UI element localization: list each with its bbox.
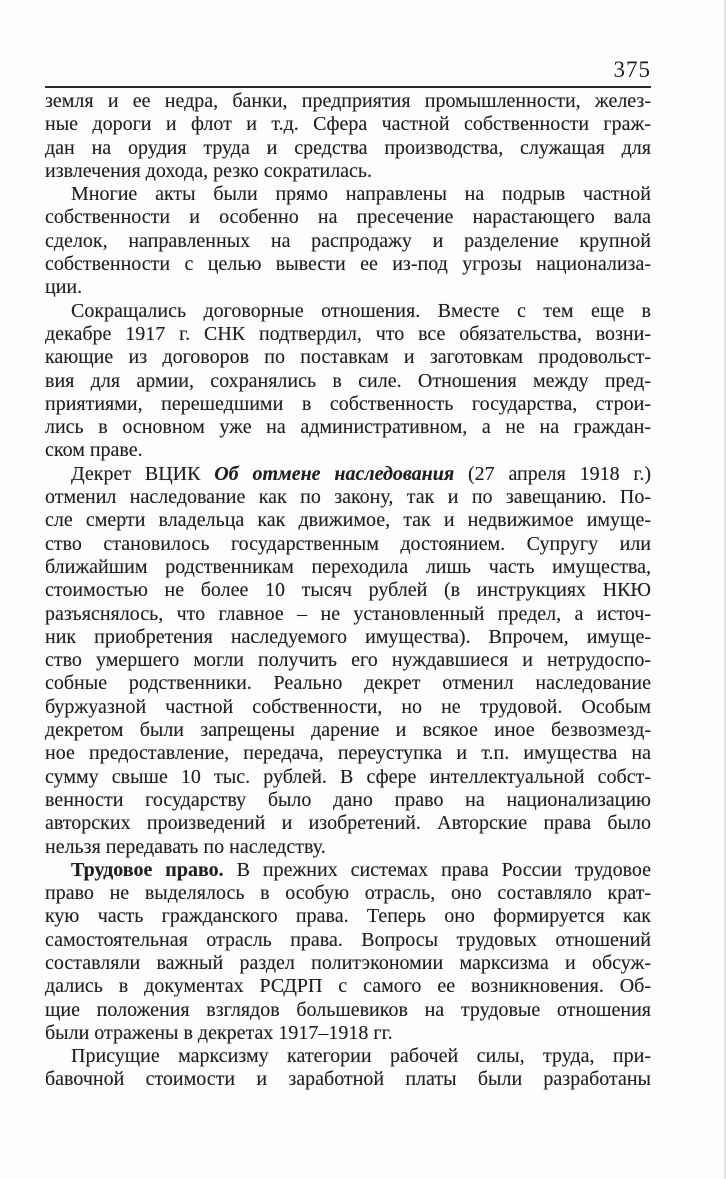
- text-line: [45, 370, 651, 393]
- text-segment: сделок, направленных на распродажу и разделение крупной: [45, 229, 651, 252]
- text-line: [45, 346, 651, 369]
- text-segment: земля и ее недра, банки, предприятия промышленности, желез-: [45, 90, 651, 112]
- text-line: [45, 183, 651, 206]
- text-line: [45, 766, 651, 789]
- text-line: [45, 323, 651, 346]
- text-segment: дан на орудия труда и средства производства, служащая для: [45, 136, 651, 159]
- text-segment: кую часть гражданского права. Теперь оно формируется как: [45, 905, 651, 928]
- text-segment: щие положения взглядов большевиков на трудовые отношения: [45, 998, 651, 1021]
- text-line: [45, 509, 651, 532]
- text-segment: ции.: [45, 276, 83, 299]
- text-line: [45, 696, 651, 719]
- text-line: [45, 603, 651, 626]
- text-line: [45, 253, 651, 276]
- text-line: [45, 439, 651, 462]
- text-segment: были отражены в декретах 1917–1918 гг.: [45, 1021, 393, 1044]
- text-segment: декретом были запрещены дарение и всякое иное безвозмезд-: [45, 719, 651, 742]
- text-segment: право не выделялось в особую отрасль, оно составляло крат-: [45, 882, 651, 905]
- text-segment: собные родственники. Реально декрет отменил наследование: [45, 672, 651, 695]
- paragraph: [45, 300, 651, 463]
- text-segment: Многие акты были прямо направлены на подрыв частной: [71, 183, 651, 206]
- text-line: [45, 1068, 651, 1091]
- text-segment: извлечения дохода, резко сократилась.: [45, 159, 373, 182]
- paragraph: [45, 183, 651, 299]
- text-line: [45, 533, 651, 556]
- text-line: [45, 416, 651, 439]
- text-line: [45, 672, 651, 695]
- paragraph: [45, 859, 651, 1045]
- text-line: [45, 859, 651, 882]
- text-segment: Сокращались договорные отношения. Вместе с тем еще в: [71, 299, 651, 322]
- paragraph: [45, 463, 651, 859]
- paragraph: [45, 1045, 651, 1092]
- text-line: [45, 230, 651, 253]
- text-segment: Присущие марксизму категории рабочей силы, труда, при-: [71, 1045, 651, 1068]
- page-number: 375: [613, 57, 651, 82]
- text-segment: самостоятельная отрасль права. Вопросы трудовых отношений: [45, 928, 651, 951]
- text-segment: сле смерти владельца как движимое, так и недвижимое имуще-: [45, 509, 651, 532]
- text-line: [45, 999, 651, 1022]
- text-line: [45, 789, 651, 812]
- text-segment: бавочной стоимости и заработной платы были разработаны: [45, 1068, 651, 1091]
- text-line: [45, 812, 651, 835]
- text-line: [45, 649, 651, 672]
- text-line: [45, 742, 651, 765]
- text-line: [45, 882, 651, 905]
- emphasized-text: Об отмене наследования: [214, 462, 455, 485]
- text-segment: составляли важный раздел политэкономии марксизма и обсуж-: [45, 951, 651, 974]
- text-line: [45, 905, 651, 928]
- text-segment: авторских произведений и изобретений. Авторские права было: [45, 812, 651, 835]
- body-text: [45, 90, 651, 1092]
- paragraph: [45, 90, 651, 183]
- text-segment: отменил наследование как по закону, так и по завещанию. По-: [45, 486, 651, 509]
- header-rule: [45, 86, 651, 88]
- text-line: [45, 626, 651, 649]
- emphasized-text: Трудовое право.: [71, 858, 224, 881]
- text-segment: разъяснялось, что главное – не установленный предел, а источ-: [45, 602, 651, 625]
- text-segment: ство умершего могли получить его нуждавшиеся и нетрудоспо-: [45, 649, 651, 672]
- text-line: [45, 579, 651, 602]
- text-segment: В прежних системах права России трудовое: [223, 858, 651, 881]
- text-segment: буржуазной частной собственности, но не трудовой. Особым: [45, 695, 651, 718]
- text-line: [45, 556, 651, 579]
- text-segment: лись в основном уже на административном, а не на граждан-: [45, 416, 651, 439]
- text-segment: собственности с целью вывести ее из-под угрозы национализа-: [45, 253, 651, 276]
- text-line: [45, 113, 651, 136]
- text-line: [45, 300, 651, 323]
- text-segment: собственности и особенно на пресечение нарастающего вала: [45, 206, 651, 229]
- page-content: [45, 0, 651, 1092]
- text-segment: ные дороги и флот и т.д. Сфера частной собственности граж-: [45, 113, 651, 136]
- text-segment: дались в документах РСДРП с самого ее возникновения. Об-: [45, 975, 651, 998]
- text-segment: вия для армии, сохранялись в силе. Отношения между пред-: [45, 369, 651, 392]
- text-line: [45, 929, 651, 952]
- text-line: [45, 90, 651, 113]
- text-line: [45, 137, 651, 160]
- text-segment: ство становилось государственным достоянием. Супругу или: [45, 532, 651, 555]
- text-line: [45, 463, 651, 486]
- text-line: [45, 206, 651, 229]
- text-line: [45, 160, 651, 183]
- text-segment: нельзя передавать по наследству.: [45, 835, 326, 858]
- text-line: [45, 393, 651, 416]
- text-segment: венности государству было дано право на национализацию: [45, 788, 651, 811]
- text-line: [45, 1045, 651, 1068]
- text-line: [45, 952, 651, 975]
- text-line: [45, 975, 651, 998]
- text-segment: Декрет ВЦИК: [71, 462, 215, 485]
- text-line: [45, 486, 651, 509]
- text-segment: (27 апреля 1918 г.): [454, 462, 651, 485]
- text-line: [45, 276, 651, 299]
- text-segment: ное предоставление, передача, переуступка и т.п. имущества на: [45, 742, 651, 765]
- text-segment: кающие из договоров по поставкам и заготовкам продовольст-: [45, 346, 651, 369]
- text-line: [45, 719, 651, 742]
- text-segment: декабре 1917 г. СНК подтвердил, что все обязательства, возни-: [45, 322, 651, 345]
- text-segment: сумму свыше 10 тыс. рублей. В сфере интеллектуальной собст-: [45, 765, 651, 788]
- text-segment: ближайшим родственникам переходила лишь часть имущества,: [45, 555, 651, 578]
- text-line: [45, 1022, 651, 1045]
- text-segment: стоимостью не более 10 тысяч рублей (в инструкциях НКЮ: [45, 579, 651, 602]
- text-segment: ском праве.: [45, 439, 143, 462]
- text-segment: ник приобретения наследуемого имущества). Впрочем, имуще-: [45, 625, 651, 648]
- text-segment: приятиями, перешедшими в собственность государства, строи-: [45, 392, 651, 415]
- text-line: [45, 836, 651, 859]
